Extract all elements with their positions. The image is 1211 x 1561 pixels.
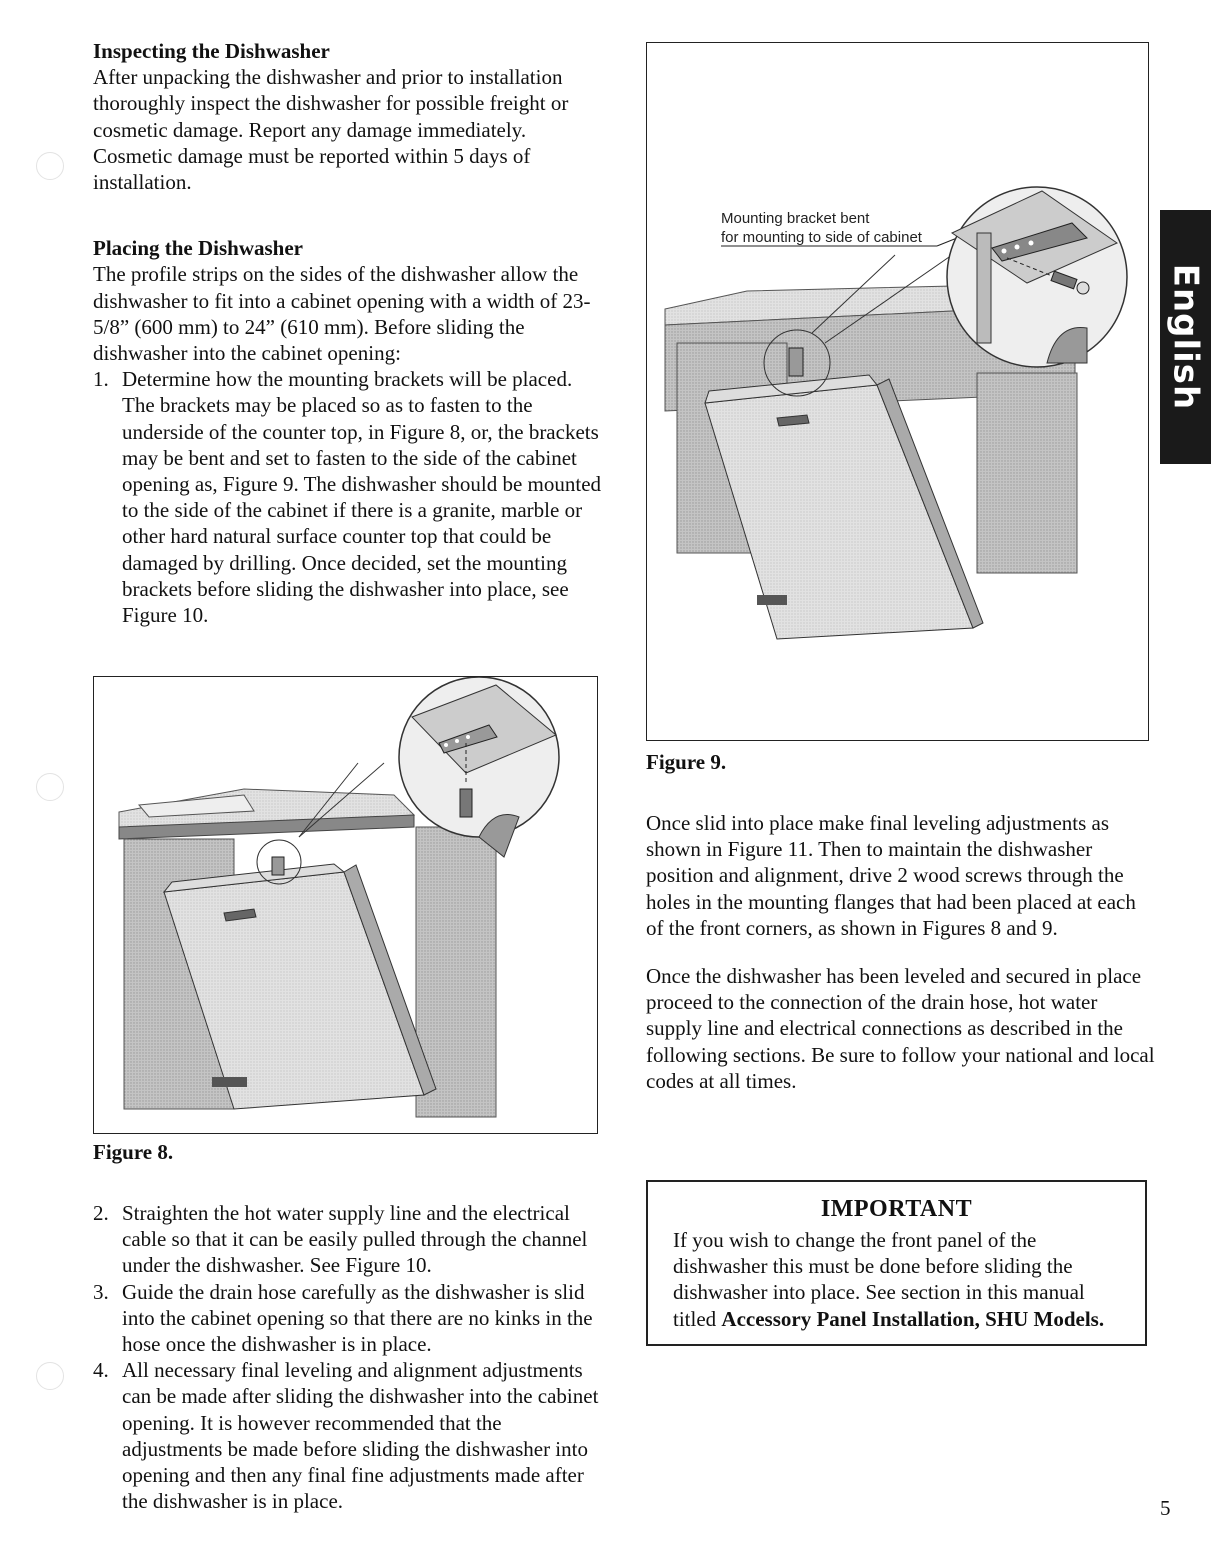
step-number: 4.	[93, 1358, 109, 1383]
important-notice-box	[646, 1180, 1147, 1346]
step-number: 2.	[93, 1201, 109, 1225]
inspecting-body: After unpacking the dishwasher and prior to installation thoroughly inspect the dishwasher for possible freight or cosmetic damage. Report any damage immediately. Cosmetic damage must be reported within 5 days of installation.	[93, 65, 569, 195]
left-column-steps	[93, 1200, 603, 1514]
figure-8-caption: Figure 8.	[93, 1140, 174, 1164]
dishwasher-side-mount-drawing	[647, 43, 1148, 740]
list-item	[93, 1200, 603, 1279]
important-body	[648, 1223, 1145, 1332]
step-number: 3.	[93, 1279, 109, 1304]
list-item	[93, 1279, 603, 1358]
list-item	[93, 1357, 603, 1514]
punch-hole	[36, 1362, 64, 1390]
language-tab-label: English	[1165, 263, 1206, 411]
page-number: 5	[1160, 1496, 1171, 1520]
figure-9-illustration	[646, 42, 1149, 741]
figure-8-illustration	[93, 676, 598, 1134]
inspecting-heading: Inspecting the Dishwasher	[93, 39, 330, 63]
connections-paragraph: Once the dishwasher has been leveled and secured in place proceed to the connection of the drain hose, hot water supply line and electrical connections as described in the following sections. Be sure to follow your national and local codes at all times.	[646, 964, 1155, 1093]
step-text: Guide the drain hose carefully as the dishwasher is slid into the cabinet opening so that there are no kinks in the hose once the dishwasher is in place.	[122, 1279, 593, 1357]
list-item	[93, 366, 603, 628]
dishwasher-under-counter-drawing	[94, 677, 597, 1133]
final-leveling-paragraph: Once slid into place make final leveling adjustments as shown in Figure 11. Then to maintain the dishwasher position and alignment, drive 2 wood screws through the holes in the mounting flanges that had been placed at each of the front corners, as shown in Figures 8 and 9.	[646, 811, 1136, 940]
punch-hole	[36, 773, 64, 801]
steps-list-first	[93, 366, 603, 628]
important-body-text: If you wish to change the front panel of the dishwasher this must be done before sliding the dishwasher into place. See section in this manual titled	[673, 1228, 1085, 1331]
step-text: Determine how the mounting brackets will be placed. The brackets may be placed so as to fasten to the underside of the counter top, in Figure 8, or, the brackets may be bent and set to fasten to the side of the cabinet opening as, Figure 9. The dishwasher should be mounted to the side of the cabinet if there is a granite, marble or other hard natural surface counter top that could be damaged by drilling. Once decided, set the mounting brackets before sliding the dishwasher into place, see Figure 10.	[122, 367, 602, 628]
placing-body: The profile strips on the sides of the dishwasher allow the dishwasher to fit into a cabinet opening with a width of 23-5/8” (600 mm) to 24” (610 mm). Before sliding the dishwasher into the cabinet opening:	[93, 262, 591, 366]
important-section-reference: Accessory Panel Installation, SHU Models.	[721, 1306, 1105, 1331]
step-text: Straighten the hot water supply line and the electrical cable so that it can be easily pulled through the channel under the dishwasher. See Figure 10.	[122, 1201, 588, 1278]
important-title: IMPORTANT	[820, 1196, 973, 1222]
language-tab	[1160, 210, 1211, 464]
steps-list-continued	[93, 1200, 603, 1514]
figure-9-callout-line1: Mounting bracket bent	[721, 210, 870, 227]
punch-hole	[36, 152, 64, 180]
left-column-text	[93, 38, 603, 628]
right-column-text	[646, 810, 1156, 1094]
figure-9-caption: Figure 9.	[646, 750, 727, 774]
step-text: All necessary final leveling and alignment adjustments can be made after sliding the dishwasher into the cabinet opening. It is however recommended that the adjustments be made before sliding the dishwasher into opening and then any final fine adjustments made after the dishwasher is in place.	[122, 1358, 599, 1514]
placing-heading: Placing the Dishwasher	[93, 236, 303, 261]
figure-9-callout-line2: for mounting to side of cabinet	[721, 229, 922, 246]
step-number: 1.	[93, 367, 109, 392]
